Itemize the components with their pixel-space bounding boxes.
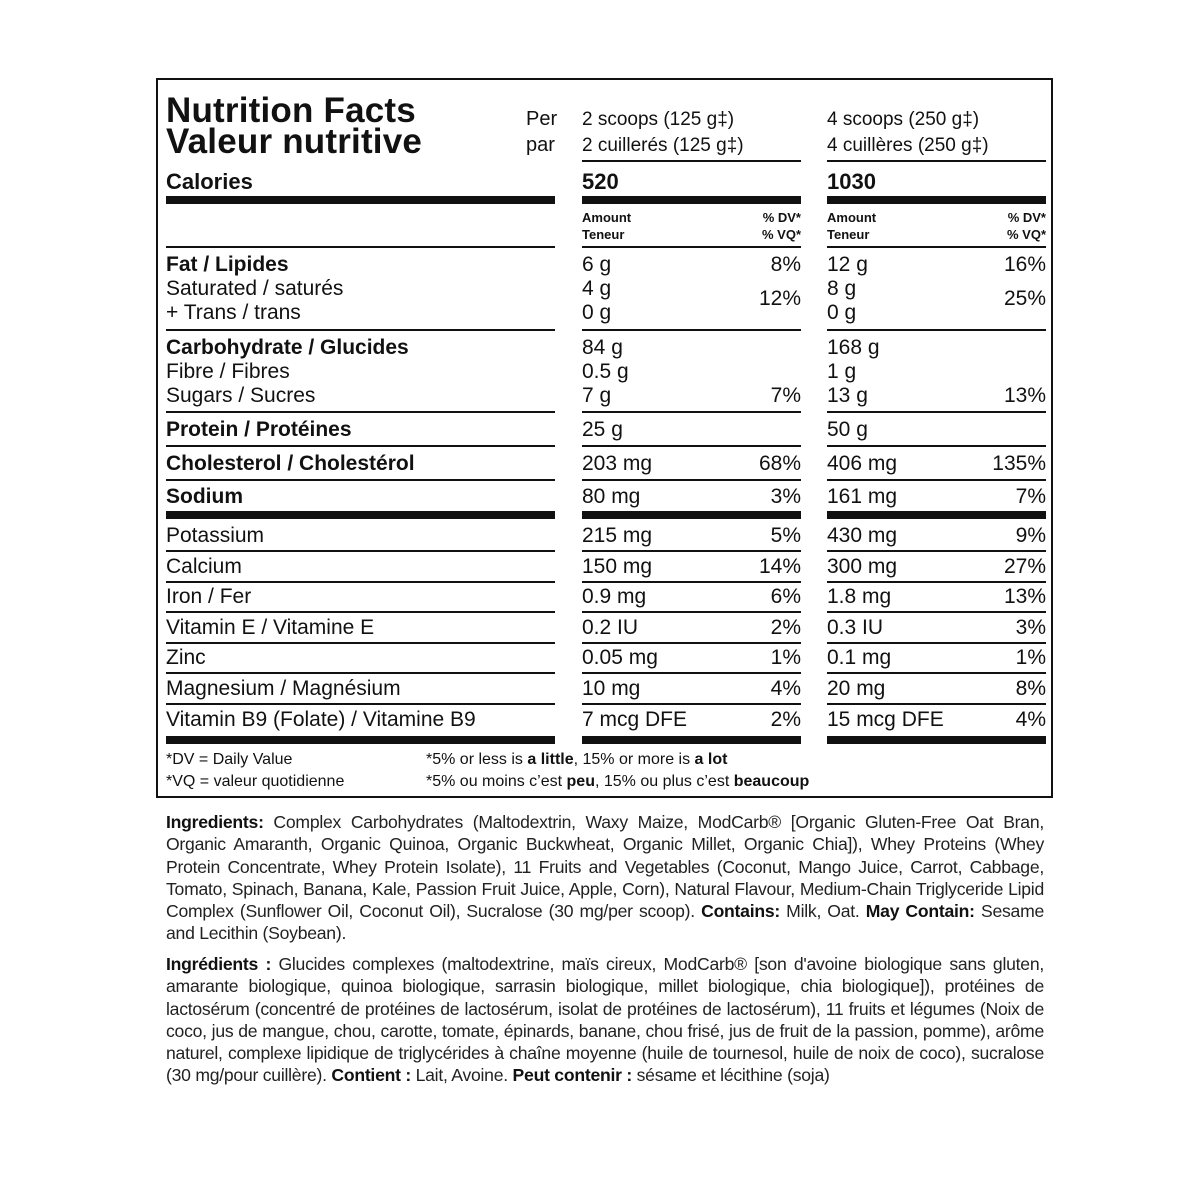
- mineral-label: Iron / Fer: [166, 585, 252, 608]
- serving2-en: 4 scoops (250 g‡): [827, 109, 980, 130]
- saturated-label: Saturated / saturés: [166, 277, 344, 300]
- vq-header-2: % VQ*: [1006, 227, 1046, 242]
- divider: [582, 703, 801, 705]
- carb-amount-1: 84 g: [582, 336, 623, 359]
- fat-dv-2: 16%: [1003, 253, 1046, 276]
- ingredients-fr: Ingrédients : Glucides complexes (maltodextrine, maïs cireux, ModCarb® [son d'avoine biologique sans gluten, amarante biologique, quinoa biologique, sarrasin biologique, millet biologique, chia biologique]), protéines de lactosérum (concentré de protéines de lactosérum, isolat de protéines de lactosérum), 11 fruits et légumes (Noix de coco, jus de mangue, chou, carotte, tomate, épinards, banane, chou frisé, jus de fruit de la passion, pomme), arôme naturel, complexe lipidique de triglycérides à chaîne moyenne (huile de tournesol, huile de noix de coco), sucralose (30 mg/pour cuillère). Contient : Lait, Avoine. Peut contenir : sésame et lécithine (soja): [166, 954, 1044, 1086]
- mineral-dv-1: 2%: [770, 616, 801, 639]
- cholesterol-amount-2: 406 mg: [827, 452, 898, 475]
- sugars-amount-2: 13 g: [827, 384, 868, 407]
- saturated-amount-2: 8 g: [827, 277, 857, 300]
- fibre-amount-1: 0.5 g: [582, 360, 629, 383]
- divider: [166, 611, 555, 613]
- mineral-label: Magnesium / Magnésium: [166, 677, 401, 700]
- vq-header-1: % VQ*: [761, 227, 801, 242]
- carb-label: Carbohydrate / Glucides: [166, 336, 409, 359]
- sodium-dv-1: 3%: [770, 485, 801, 508]
- cholesterol-dv-1: 68%: [758, 452, 801, 475]
- divider: [582, 611, 801, 613]
- mineral-amount-1: 0.9 mg: [582, 585, 647, 608]
- divider: [827, 672, 1046, 674]
- title-fr: Valeur nutritive: [166, 122, 423, 161]
- nutrition-facts-panel: [156, 78, 1053, 798]
- per-label: Per: [526, 108, 558, 130]
- thick-divider: [827, 196, 1046, 204]
- divider: [582, 160, 801, 162]
- mineral-dv-1: 1%: [770, 646, 801, 669]
- saturated-amount-1: 4 g: [582, 277, 612, 300]
- divider: [582, 445, 801, 447]
- divider: [827, 411, 1046, 413]
- divider: [582, 642, 801, 644]
- mineral-amount-2: 15 mcg DFE: [827, 708, 944, 731]
- divider: [827, 550, 1046, 552]
- fat-amount-1: 6 g: [582, 253, 612, 276]
- thick-divider: [827, 511, 1046, 519]
- protein-label: Protein / Protéines: [166, 418, 352, 441]
- par-label: par: [526, 134, 555, 156]
- fibre-label: Fibre / Fibres: [166, 360, 290, 383]
- fat-label: Fat / Lipides: [166, 253, 289, 276]
- teneur-header-1: Teneur: [582, 227, 625, 242]
- mineral-amount-1: 0.2 IU: [582, 616, 639, 639]
- trans-label: + Trans / trans: [166, 301, 301, 324]
- mineral-dv-2: 9%: [1015, 524, 1046, 547]
- sodium-amount-1: 80 mg: [582, 485, 641, 508]
- divider: [166, 479, 555, 481]
- mineral-label: Calcium: [166, 555, 242, 578]
- divider: [582, 411, 801, 413]
- mineral-dv-1: 5%: [770, 524, 801, 547]
- thick-divider: [582, 511, 801, 519]
- calories-value-2: 1030: [827, 169, 876, 194]
- divider: [827, 445, 1046, 447]
- thick-divider: [827, 736, 1046, 744]
- calories-value-1: 520: [582, 169, 619, 194]
- fat-amount-2: 12 g: [827, 253, 868, 276]
- divider: [166, 445, 555, 447]
- sat-trans-dv-2: 25%: [1003, 287, 1046, 310]
- divider: [582, 329, 801, 331]
- divider: [166, 246, 555, 248]
- protein-amount-1: 25 g: [582, 418, 623, 441]
- sugars-label: Sugars / Sucres: [166, 384, 316, 407]
- cholesterol-amount-1: 203 mg: [582, 452, 653, 475]
- carb-amount-2: 168 g: [827, 336, 880, 359]
- mineral-label: Zinc: [166, 646, 206, 669]
- dv-definition: *DV = Daily Value: [166, 751, 293, 768]
- divider: [166, 672, 555, 674]
- sodium-label: Sodium: [166, 485, 243, 508]
- trans-amount-1: 0 g: [582, 301, 612, 324]
- fibre-amount-2: 1 g: [827, 360, 857, 383]
- dv-header-2: % DV*: [1007, 210, 1046, 225]
- mineral-label: Vitamin E / Vitamine E: [166, 616, 375, 639]
- thick-divider: [582, 736, 801, 744]
- serving2-fr: 4 cuillères (250 g‡): [827, 135, 989, 156]
- footnote-en: *5% or less is a little, 15% or more is a lot: [426, 751, 728, 768]
- mineral-amount-2: 20 mg: [827, 677, 886, 700]
- teneur-header-2: Teneur: [827, 227, 870, 242]
- amount-header-2: Amount: [827, 210, 877, 225]
- mineral-amount-2: 430 mg: [827, 524, 898, 547]
- divider: [166, 703, 555, 705]
- divider: [582, 479, 801, 481]
- serving1-fr: 2 cuillerés (125 g‡): [582, 135, 744, 156]
- sugars-dv-2: 13%: [1003, 384, 1046, 407]
- divider: [827, 581, 1046, 583]
- mineral-amount-2: 0.1 mg: [827, 646, 892, 669]
- sodium-amount-2: 161 mg: [827, 485, 898, 508]
- mineral-amount-1: 0.05 mg: [582, 646, 658, 669]
- divider: [166, 581, 555, 583]
- divider: [582, 672, 801, 674]
- calories-label: Calories: [166, 169, 253, 194]
- fat-dv-1: 8%: [770, 253, 801, 276]
- divider: [166, 411, 555, 413]
- sodium-dv-2: 7%: [1015, 485, 1046, 508]
- divider: [166, 550, 555, 552]
- mineral-dv-1: 14%: [758, 555, 801, 578]
- divider: [582, 246, 801, 248]
- divider: [582, 550, 801, 552]
- mineral-dv-2: 13%: [1003, 585, 1046, 608]
- mineral-dv-2: 1%: [1015, 646, 1046, 669]
- title-en: Nutrition Facts: [166, 91, 416, 130]
- sugars-amount-1: 7 g: [582, 384, 612, 407]
- protein-amount-2: 50 g: [827, 418, 868, 441]
- thick-divider: [166, 736, 555, 744]
- divider: [827, 160, 1046, 162]
- amount-header-1: Amount: [582, 210, 632, 225]
- mineral-dv-2: 4%: [1015, 708, 1046, 731]
- divider: [827, 246, 1046, 248]
- trans-amount-2: 0 g: [827, 301, 857, 324]
- mineral-amount-2: 1.8 mg: [827, 585, 892, 608]
- sat-trans-dv-1: 12%: [758, 287, 801, 310]
- cholesterol-label: Cholesterol / Cholestérol: [166, 452, 415, 475]
- thick-divider: [582, 196, 801, 204]
- divider: [827, 329, 1046, 331]
- vq-definition: *VQ = valeur quotidienne: [166, 773, 345, 790]
- mineral-amount-1: 150 mg: [582, 555, 653, 578]
- footnote-fr: *5% ou moins c’est peu, 15% ou plus c’est beaucoup: [426, 773, 810, 790]
- divider: [582, 581, 801, 583]
- divider: [827, 642, 1046, 644]
- mineral-dv-1: 4%: [770, 677, 801, 700]
- thick-divider: [166, 511, 555, 519]
- mineral-amount-1: 215 mg: [582, 524, 653, 547]
- divider: [166, 329, 555, 331]
- dv-header-1: % DV*: [762, 210, 801, 225]
- mineral-amount-1: 7 mcg DFE: [582, 708, 688, 731]
- mineral-amount-2: 300 mg: [827, 555, 898, 578]
- ingredients-en: Ingredients: Complex Carbohydrates (Maltodextrin, Waxy Maize, ModCarb® [Organic Gluten-Free Oat Bran, Organic Amaranth, Organic Quinoa, Organic Buckwheat, Organic Millet, Organic Chia]), Whey Proteins (Whey Protein Concentrate, Whey Protein Isolate), 11 Fruits and Vegetables (Coconut, Mango Juice, Carrot, Cabbage, Tomato, Spinach, Banana, Kale, Passion Fruit Juice, Apple, Corn), Natural Flavour, Medium-Chain Triglyceride Lipid Complex (Sunflower Oil, Coconut Oil), Sucralose (30 mg/per scoop). Contains: Milk, Oat. May Contain: Sesame and Lecithin (Soybean).: [166, 812, 1045, 944]
- mineral-dv-2: 3%: [1015, 616, 1046, 639]
- mineral-label: Vitamin B9 (Folate) / Vitamine B9: [166, 708, 476, 731]
- cholesterol-dv-2: 135%: [992, 452, 1046, 475]
- mineral-amount-1: 10 mg: [582, 677, 641, 700]
- divider: [827, 611, 1046, 613]
- mineral-amount-2: 0.3 IU: [827, 616, 884, 639]
- divider: [827, 703, 1046, 705]
- mineral-dv-1: 2%: [770, 708, 801, 731]
- mineral-label: Potassium: [166, 524, 265, 547]
- divider: [166, 642, 555, 644]
- mineral-dv-2: 8%: [1015, 677, 1046, 700]
- thick-divider: [166, 196, 555, 204]
- mineral-dv-1: 6%: [770, 585, 801, 608]
- serving1-en: 2 scoops (125 g‡): [582, 109, 735, 130]
- divider: [827, 479, 1046, 481]
- sugars-dv-1: 7%: [770, 384, 801, 407]
- mineral-dv-2: 27%: [1003, 555, 1046, 578]
